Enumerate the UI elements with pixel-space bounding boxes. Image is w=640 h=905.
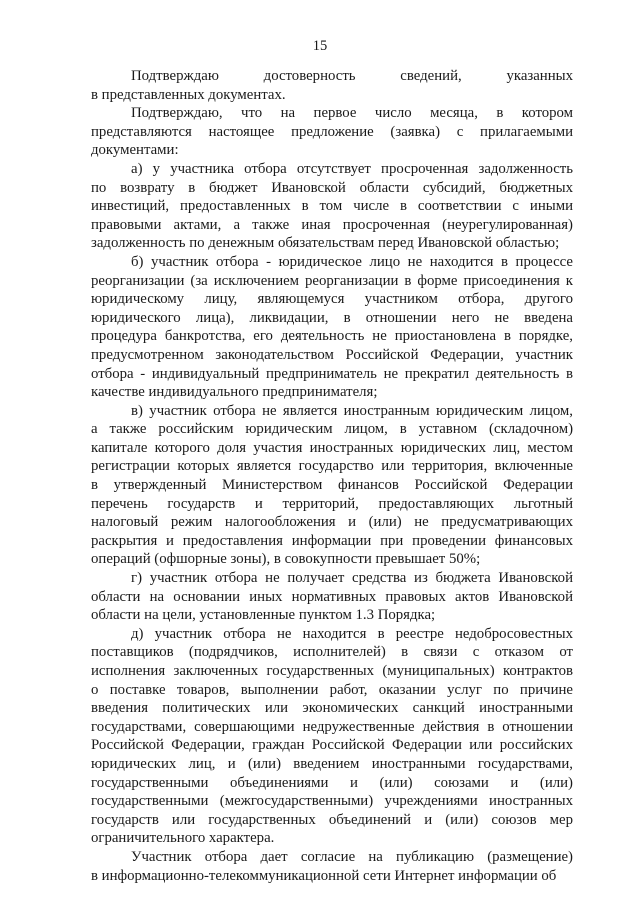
paragraph: [91, 253, 573, 402]
text-line: государственными (межгосударственными) учреждениями иностранных: [91, 793, 573, 810]
text-line: предусмотренном законодательством Российской Федерации, участник: [91, 346, 573, 363]
text-line: перечень государств и территорий, предоставляющих льготный: [91, 495, 573, 512]
paragraph: [91, 402, 573, 569]
text-line: Подтверждаю, что на первое число месяца, в котором: [131, 105, 573, 122]
text-line: регистрации которых является государство или территория, включенные: [91, 458, 573, 475]
paragraph: [91, 848, 573, 885]
text-line: области на основании иных нормативных правовых актов Ивановской: [91, 588, 573, 605]
text-line: области на цели, установленные пунктом 1.3 Порядка;: [91, 607, 436, 624]
text-line: капитале которого доля участия иностранных юридических лиц, местом: [91, 439, 573, 456]
document-body: [91, 67, 573, 885]
text-line: д) участник отбора не находится в реестре недобросовестных: [131, 625, 573, 642]
text-line: отбора - индивидуальный предприниматель не прекратил деятельность в: [91, 365, 573, 382]
text-line: юридических лиц, и (или) введением иностранными государствами,: [91, 755, 573, 772]
text-line: качестве индивидуального предпринимателя;: [91, 384, 378, 401]
text-line: по возврату в бюджет Ивановской области субсидий, бюджетных: [91, 179, 573, 196]
text-line: государствами, совершающими недружественные действия в отношении: [91, 718, 573, 735]
text-line: процедура банкротства, его деятельность не приостановлена в порядке,: [91, 328, 573, 345]
text-line: Участник отбора дает согласие на публикацию (размещение): [131, 848, 573, 865]
text-line: исполнения заключенных государственных (муниципальных) контрактов: [91, 663, 573, 679]
text-line: г) участник отбора не получает средства из бюджета Ивановской: [131, 570, 573, 587]
page-number: 15: [312, 38, 328, 54]
text-line: государств или государственных объединений и (или) союзов мер: [91, 811, 573, 828]
text-line: задолженность по денежным обязательствам перед Ивановской областью;: [91, 235, 560, 252]
text-line: поставщиков (подрядчиков, исполнителей) в связи с отказом от: [91, 644, 573, 661]
text-line: представляются настоящее предложение (заявка) с прилагаемыми: [91, 123, 573, 140]
text-line: Российской Федерации, граждан Российской Федерации или российских: [91, 737, 573, 754]
text-line: а) у участника отбора отсутствует просроченная задолженность: [131, 160, 573, 177]
paragraph: [91, 569, 573, 625]
paragraph: [91, 67, 573, 104]
paragraph: [91, 104, 573, 160]
text-line: в информационно-телекоммуникационной сети Интернет информации об: [91, 867, 557, 884]
text-line: ограничительного характера.: [91, 830, 275, 847]
paragraph: [91, 160, 573, 253]
text-line: в представленных документах.: [91, 86, 286, 103]
text-line: государственными объединениями и (или) союзами и (или): [91, 774, 573, 791]
text-line: юридическому лицу, являющемуся участником отбора, другого: [91, 291, 573, 308]
text-line: б) участник отбора - юридическое лицо не находится в процессе: [131, 253, 573, 270]
text-line: документами:: [91, 142, 179, 159]
text-line: а также российским юридическим лицом, в уставном (складочном): [91, 421, 573, 438]
text-line: инвестиций, предоставленных в том числе в соответствии с иными: [91, 198, 573, 215]
text-line: правовыми актами, а также иная просроченная (неурегулированная): [91, 216, 573, 233]
text-line: Подтверждаю достоверность сведений, указанных: [131, 68, 573, 84]
text-line: операций (офшорные зоны), в совокупности превышает 50%;: [91, 551, 481, 568]
text-line: налоговый режим налогообложения и (или) не предусматривающих: [91, 514, 573, 531]
text-line: в утвержденный Министерством финансов Российской Федерации: [91, 477, 573, 494]
text-line: раскрытия и предоставления информации при проведении финансовых: [91, 532, 573, 549]
text-line: о поставке товаров, выполнении работ, оказании услуг по причине: [91, 681, 573, 698]
text-line: введения политических или экономических санкций иностранными: [91, 700, 573, 717]
text-line: в) участник отбора не является иностранным юридическим лицом,: [131, 402, 573, 419]
paragraph: [91, 625, 573, 848]
text-line: реорганизации (за исключением реорганизации в форме присоединения к: [91, 272, 573, 289]
text-line: юридического лица), ликвидации, в отношении него не введена: [91, 309, 573, 326]
